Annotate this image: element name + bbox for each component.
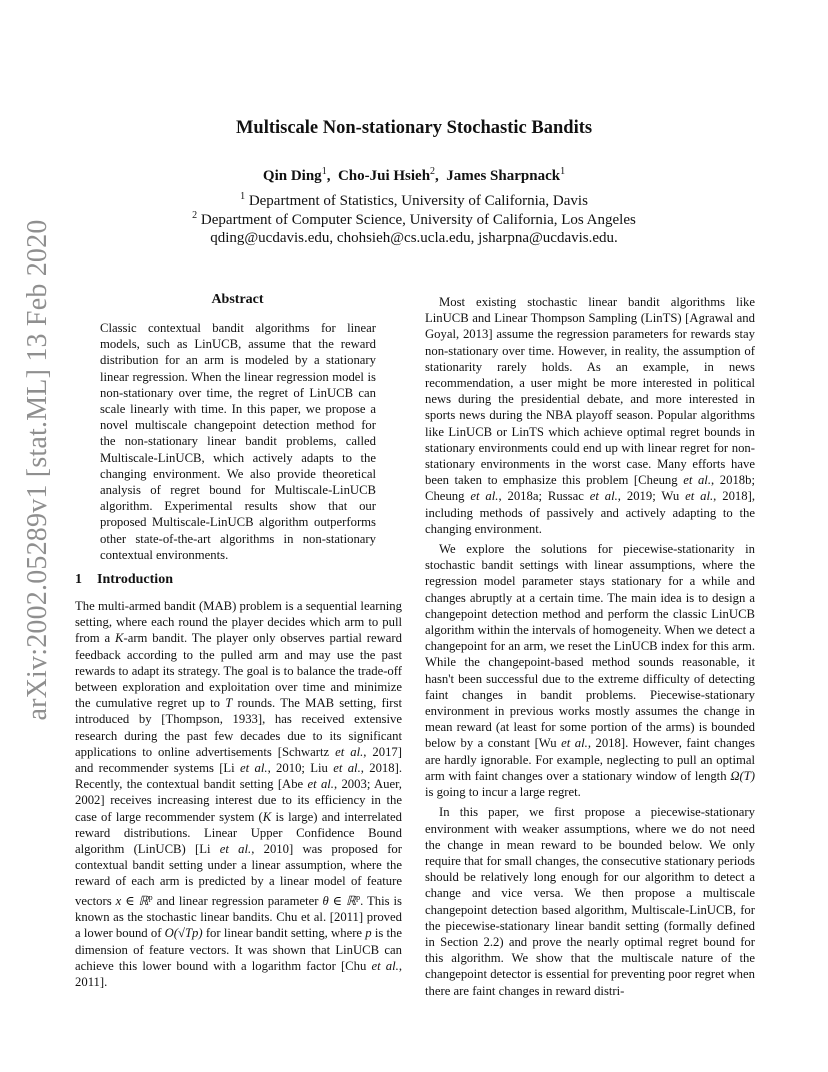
right-column (425, 294, 755, 999)
affiliation-line (0, 191, 828, 210)
paper-title: Multiscale Non-stationary Stochastic Bandits (235, 118, 593, 138)
author-name: James Sharpnack (446, 168, 561, 184)
section-number: 1 (75, 572, 82, 587)
arxiv-identifier-text: arXiv:2002.05289v1 [stat.ML] 13 Feb 2020 (22, 219, 53, 721)
author-name: Qin Ding (262, 168, 322, 184)
affiliation-line (0, 210, 828, 229)
author-affiliation-mark: 1 (560, 166, 566, 177)
body-paragraph: In this paper, we first propose a piecewise-stationary environment with weaker assumptions, where we do not need the change in mean reward to be bounded below. We only require that for small changes, the consecutive stationary periods should be relatively long enough for our algorithm to detect a change and vice versa. We then propose a multiscale changepoint detection based algorithm, Multiscale-LinUCB, for the piecewise-stationary linear bandit setting (formally defined in Section 2.2) and prove the nearly optimal regret bound for this algorithm. We show that the multiscale nature of the changepoint detector is essential for preventing poor regret when there are faint changes in reward distri- (425, 805, 755, 998)
intro-paragraph: The multi-armed bandit (MAB) problem is a sequential learning setting, where each round the player decides which arm to pull from a K-arm bandit. The player only observes partial reward feedback according to the pulled arm and may use the past rewards to adapt its strategy. The goal is to balance the trade-off between exploration and exploitation over time and minimize the cumulative regret up to T rounds. The MAB setting, first introduced by [Thompson, 1933], has received extensive research during the past few decades due to its significant applications to online advertisements [Schwartz et al., 2017] and recommender systems [Li et al., 2010; Liu et al., 2018]. Recently, the contextual bandit setting [Abe et al., 2003; Auer, 2002] receives increasing interest due to its efficiency in the case of large recommender system (K is large) and interrelated reward distributions. Linear Upper Confidence Bound algorithm (LinUCB) [Li et al., 2010] was proposed for contextual bandit setting under a linear assumption, where the reward of each arm is predicted by a linear model of feature vectors x ∈ ℝ$^p$ and linear regression parameter θ ∈ ℝ$^p$. This is known as the stochastic linear bandits. Chu et al. [2011] proved a lower bound of O(√Tp) for linear bandit setting, where p is the dimension of feature vectors. It was shown that LinUCB can achieve this lower bound with a logarithm factor [Chu et al., 2011]. (75, 599, 403, 989)
body-paragraph: We explore the solutions for piecewise-stationarity in stochastic bandit settings with linear assumptions, where the regression model parameter stays stationary for a while and changes abruptly at a certain time. The main idea is to design a changepoint detection method and perform the classic LinUCB algorithm within the intervals of homogeneity. When we detect a changepoint for an arm, we reset the LinUCB index for this arm. While the changepoint-based method sounds reasonable, it hasn't been successful due to the extreme difficulty of detecting faint changes in bandit problems. Piecewise-stationary environment in previous works mostly assumes the change in mean reward (at least for some portion of the arms) is bounded below by a constant [Wu et al., 2018]. However, faint changes are hardly ignorable. For example, neglecting to pull an optimal arm with faint changes over a stationary window of length Ω(T) is going to incur a large regret. (425, 542, 755, 800)
left-column (75, 598, 402, 990)
author-affiliation-mark: 2 (430, 166, 436, 177)
affiliation-mark: 1 (240, 191, 246, 202)
author-name: Cho-Jui Hsieh (337, 168, 431, 184)
abstract-heading: Abstract (211, 292, 264, 307)
author-list: Qin Ding$^1$, Cho-Jui Hsieh$^2$, James Sharpnack$^1$ (262, 166, 566, 184)
affiliation-text: Department of Statistics, University of California, Davis (248, 193, 588, 209)
author-affiliation-mark: 1 (321, 166, 327, 177)
affiliation-mark: 2 (192, 210, 198, 221)
section-title: Introduction (97, 572, 173, 587)
email-line: qding@ucdavis.edu, chohsieh@cs.ucla.edu, jsharpna@ucdavis.edu. (210, 230, 618, 246)
affiliation-text: Department of Computer Science, University of California, Los Angeles (200, 212, 636, 228)
abstract-body: Classic contextual bandit algorithms for linear models, such as LinUCB, assume that the reward distribution for an arm is modeled by a stationary linear regression. When the linear regression model is non-stationary over time, the regret of LinUCB can scale linearly with time. In this paper, we propose a novel multiscale changepoint detection method for the non-stationary linear bandit problems, called Multiscale-LinUCB, which actively adapts to the changing environment. We also provide theoretical analysis of regret bound for Multiscale-LinUCB algorithm. Experimental results show that our proposed Multiscale-LinUCB algorithm outperforms other state-of-the-art algorithms in non-stationary contextual environments. (100, 321, 376, 562)
body-paragraph: Most existing stochastic linear bandit algorithms like LinUCB and Linear Thompson Sampling (LinTS) [Agrawal and Goyal, 2013] assume the regression parameters for rewards stay non-stationary over time. However, in reality, the assumption of stationarity rarely holds. As an example, in news recommendation, a user might be more interested in political news during the presidential debate, and more interested in sports news during the NBA playoff season. Popular algorithms like LinUCB or LinTS which achieve optimal regret bounds in stationary environments could end up with linear regret for non-stationary environments in the worst case. Many efforts have been taken to emphasize this problem [Cheung et al., 2018b; Cheung et al., 2018a; Russac et al., 2019; Wu et al., 2018], including methods of passively and actively adapting to the changing environment. (425, 295, 755, 536)
section-heading (75, 572, 173, 588)
